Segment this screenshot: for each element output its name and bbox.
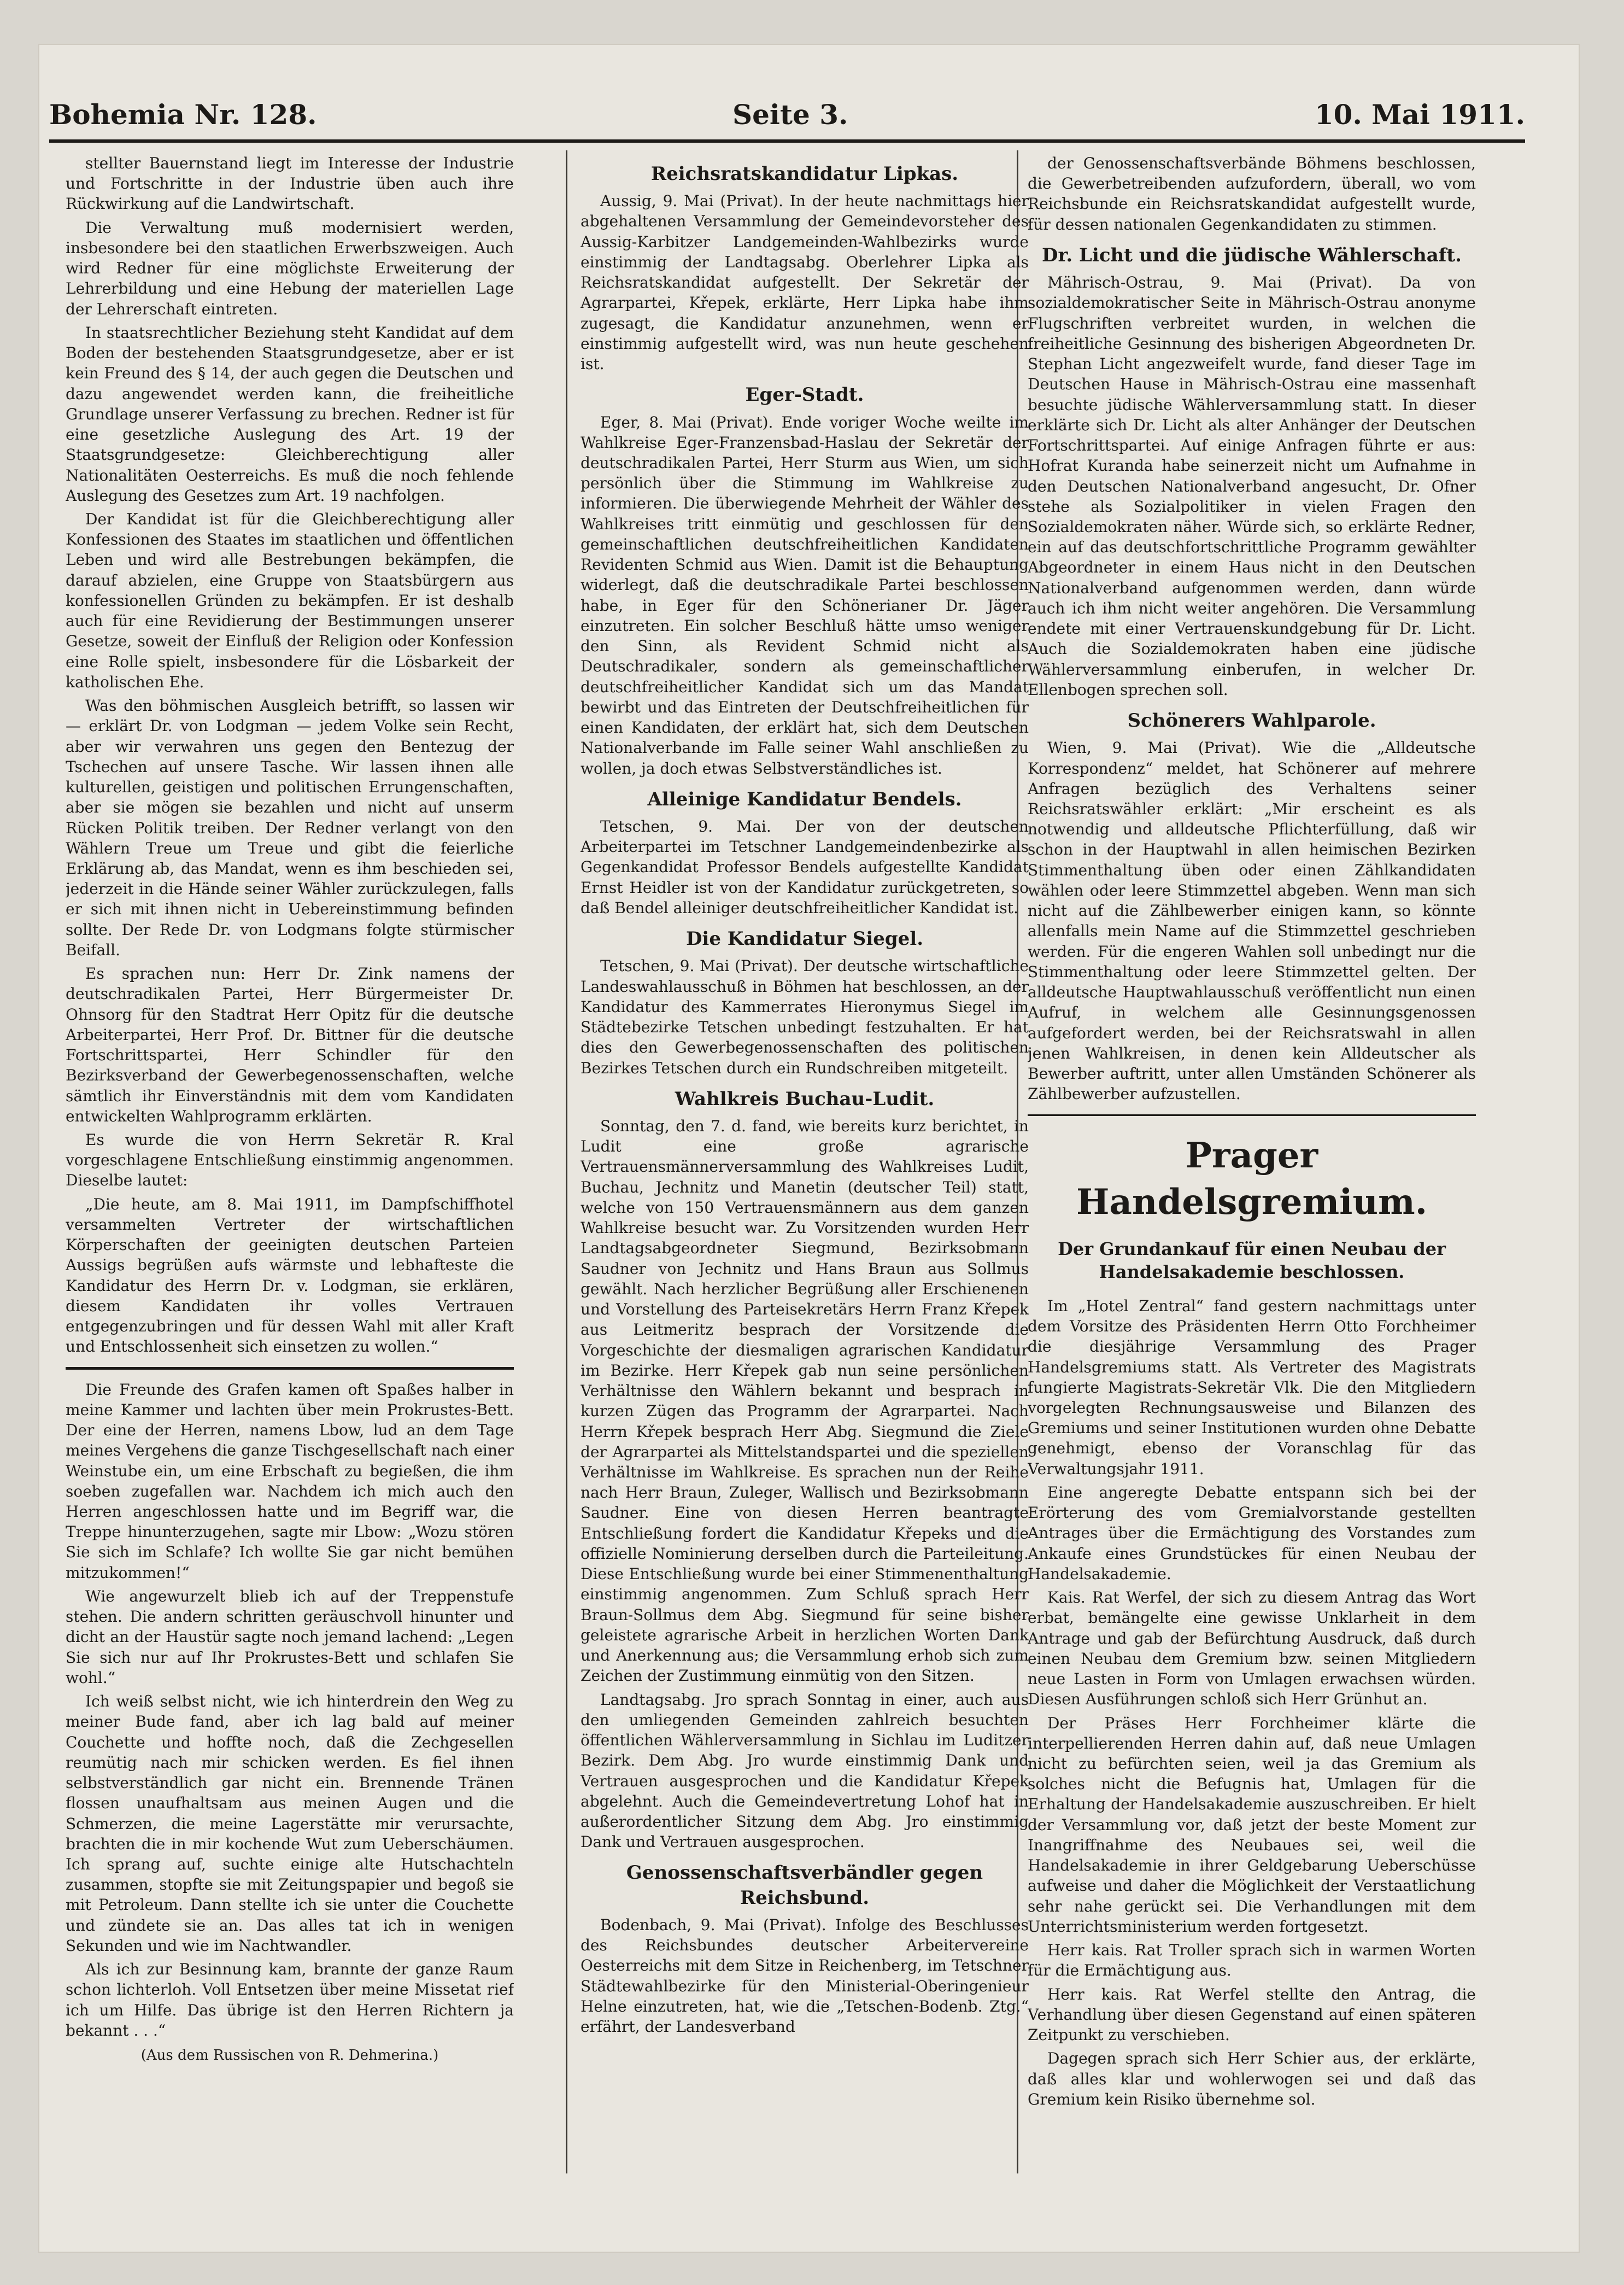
paragraph: Herr kais. Rat Werfel stellte den Antrag, die Verhandlung über diesen Gegenstand auf einen späteren Zeitpunkt zu verschieben. — [1028, 1985, 1476, 2044]
paragraph: Eine angeregte Debatte entspann sich bei der Erörterung des vom Gremialvorstande gestellten Antrages über die Ermächtigung des Vorstandes zum Ankaufe eines Grundstückes für einen Neubau der Handelsakademie. — [1028, 1483, 1476, 1583]
paragraph: der Genossenschaftsverbände Böhmens beschlossen, die Gewerbetreibenden aufzufordern, überall, wo vom Reichsbunde ein Reichsratskandidat aufgestellt wurde, für dessen nationalen Gegenkandidaten zu stimmen. — [1028, 154, 1476, 233]
paragraph: Sonntag, den 7. d. fand, wie bereits kurz berichtet, in Ludit eine große agrarische Vertrauensmännerversammlung des Wahlkreises Ludit, Buchau, Jechnitz und Manetin (deutscher Teil) statt, welche von 150 Vertrauensmännern aus dem ganzen Wahlkreise besucht war. Zu Vorsitzenden wurden Herr Landtagsabgeordneter Siegmund, Bezirksobmann Saudner von Jechnitz und Hans Braun aus Sollmus gewählt. Nach herzlicher Begrüßung aller Erschienenen und Vorstellung des Parteisekretärs Herrn Franz Křepek aus Leitmeritz besprach der Vorsitzende die Vorgeschichte der diesmaligen agrarischen Kandidatur im Bezirke. Herr Křepek gab nun seine persönlichen Verhältnisse den Wählern bekannt und besprach in kurzen Zügen das Programm der Agrarpartei. Nach Herrn Křepek besprach Herr Abg. Siegmund die Ziele der Agrarpartei als Mittelstandspartei und die speziellen Verhältnisse im Wahlkreise. Es sprachen nun der Reihe nach Herr Braun, Zuleger, Wallisch und Bezirksobmann Saudner. Eine von diesen Herren beantragte Entschließung fordert die Kandidatur Křepeks und die offizielle Nominierung derselben durch die Parteileitung. Diese Entschließung wurde bei einer Stimmenenthaltung einstimmig angenommen. Zum Schluß sprach Herr Braun-Sollmus dem Abg. Siegmund für seine bisher geleistete agrarische Arbeit in herzlichen Worten Dank und Anerkennung aus; die Versammlung erhob sich zum Zeichen der Zustimmung einmütig von den Sitzen. — [581, 1117, 1029, 1685]
paragraph: Aussig, 9. Mai (Privat). In der heute nachmittags hier abgehaltenen Versammlung der Gemeindevorsteher des Aussig-Karbitzer Landgemeinden-Wahlbezirks wurde einstimmig der Landtagsabg. Oberlehrer Lipka als Reichsratskandidat aufgestellt. Der Sekretär der Agrarpartei, Křepek, erklärte, Herr Lipka habe ihm zugesagt, die Kandidatur anzunehmen, wenn er einstimmig aufgestellt wird, was nun heute geschehen ist. — [581, 192, 1029, 373]
section-rule — [66, 1367, 514, 1370]
feuilleton-paragraph: Die Freunde des Grafen kamen oft Spaßes halber in meine Kammer und lachten über mein Prokrustes-Bett. Der eine der Herren, namens Lbow, lud an dem Tage meines Vergehens die ganze Tischgesellschaft nach einer Weinstube ein, um eine Erbschaft zu begießen, die ihm soeben zugefallen war. Nachdem ich mich auch den Herren angeschlossen hatte und im Begriff war, die Treppe hinunterzugehen, sagte mir Lbow: „Wozu stören Sie sich im Schlafe? Ich wollte Sie gar nicht bemühen mitzukommen!“ — [66, 1380, 514, 1582]
paragraph: Wien, 9. Mai (Privat). Wie die „Alldeutsche Korrespondenz“ meldet, hat Schönerer auf mehrere Anfragen bezüglich des Verhaltens seiner Reichsratswähler erklärt: „Mir erscheint es als notwendig und alldeutsche Pflichterfüllung, daß wir schon in der Hauptwahl in allen heimischen Bezirken Stimmenthaltung üben oder einen Zählkandidaten wählen oder leere Stimmzettel abgeben. Wenn man sich nicht auf die Zählbewerber einigen kann, so könnte allenfalls mein Name auf die Stimmzettel geschrieben werden. Für die engeren Wahlen soll unbedingt nur die Stimmenthaltung oder leere Stimmzettel gelten. Der alldeutsche Hauptwahlausschuß veröffentlicht nun einen Aufruf, in welchem alle Gesinnungsgenossen aufgefordert werden, bei der Reichsratswahl in allen jenen Wahlkreisen, in denen kein Alldeutscher als Bewerber auftritt, unter allen Umständen Schönerer als Zählbewerber aufzustellen. — [1028, 739, 1476, 1103]
paragraph: Tetschen, 9. Mai. Der von der deutschen Arbeiterpartei im Tetschner Landgemeindenbezirke als Gegenkandidat Professor Bendels aufgestellte Kandidat Ernst Heidler ist von der Kandidatur zurückgetreten, so daß Bendel alleiniger deutschfreiheitlicher Kandidat ist. — [581, 817, 1029, 917]
paragraph: Eger, 8. Mai (Privat). Ende voriger Woche weilte im Wahlkreise Eger-Franzensbad-Haslau der Sekretär der deutschradikalen Partei, Herr Sturm aus Wien, um sich persönlich über die Stimmung im Wahlkreise zu informieren. Die überwiegende Mehrheit der Wähler des Wahlkreises tritt einmütig und geschlossen für den gemeinschaftlichen deutschfreiheitlichen Kandidaten Revidenten Schmid aus Wien. Damit ist die Behauptung widerlegt, daß die deutschradikale Partei beschlossen habe, in Eger für den Schönerianer Dr. Jäger einzutreten. Ein solcher Beschluß hätte umso weniger den Sinn, als Revident Schmid nicht als Deutschradikaler, sondern als gemeinschaftlicher deutschfreiheitlicher Kandidat sich um das Mandat bewirbt und das Eintreten der Deutschfreiheitlichen für einen Kandidaten, der erklärt hat, sich dem Deutschen Nationalverbande im Falle seiner Wahl anschließen zu wollen, ja doch etwas Selbstverständliches ist. — [581, 413, 1029, 778]
feuilleton-paragraph: Ich weiß selbst nicht, wie ich hinterdrein den Weg zu meiner Bude fand, aber ich lag bald auf meiner Couchette und hoffte noch, daß die Zechgesellen reumütig nach mir schicken werden. Es fiel ihnen selbstverständlich gar nicht ein. Brennende Tränen flossen unaufhaltsam aus meinen Augen und die Schmerzen, die meine Lagerstätte mir verursachte, brachten die in mir kochende Wut zum Ueberschäumen. Ich sprang auf, suchte einige alte Hutschachteln zusammen, stopfte sie mit Zeitungspapier und begoß sie mit Petroleum. Dann stellte ich sie unter die Couchette und zündete sie an. Das alles tat ich in wenigen Sekunden und wie im Nachtwandler. — [66, 1692, 514, 1955]
paragraph: Im „Hotel Zentral“ fand gestern nachmittags unter dem Vorsitze des Präsidenten Herrn Otto Forchheimer die diesjährige Versammlung des Prager Handelsgremiums statt. Als Vertreter des Magistrats fungierte Magistrats-Sekretär Vlk. Die den Mitgliedern vorgelegten Rechnungsausweise und Bilanzen des Gremiums und seiner Institutionen wurden ohne Debatte genehmigt, ebenso der Voranschlag für das Verwaltungsjahr 1911. — [1028, 1296, 1476, 1478]
paragraph: Es sprachen nun: Herr Dr. Zink namens der deutschradikalen Partei, Herr Bürgermeister Dr. Ohnsorg für den Stadtrat Herr Opitz für die deutsche Arbeiterpartei, Herr Prof. Dr. Bittner für die deutsche Fortschrittspartei, Herr Schindler für den Bezirksverband der Gewerbegenossenschaften, welche sämtlich ihr Einverständnis mit dem vom Kandidaten entwickelten Wahlprogramm erklärten. — [66, 965, 514, 1125]
article-heading: Dr. Licht und die jüdische Wählerschaft. — [1042, 244, 1462, 266]
column-2 — [581, 153, 1029, 2204]
section-title: Prager Handelsgremium. — [1076, 1135, 1428, 1223]
article-heading: Genossenschaftsverbändler gegen Reichsbund. — [626, 1862, 983, 1909]
paragraph: Herr kais. Rat Troller sprach sich in warmen Worten für die Ermächtigung aus. — [1028, 1941, 1476, 1980]
paragraph: stellter Bauernstand liegt im Interesse der Industrie und Fortschritte in der Industrie üben auch ihre Rückwirkung auf die Landwirtschaft. — [66, 154, 514, 213]
paragraph: Bodenbach, 9. Mai (Privat). Infolge des Beschlusses des Reichsbundes deutscher Arbeitervereine Oesterreichs mit dem Sitze in Reichenberg, im Tetschner Städtewahlbezirke für den Ministerial-Oberingenieur Helne einzutreten, hat, wie die „Tetschen-Bodenb. Ztg.“ erfährt, der Landesverband — [581, 1915, 1029, 2036]
column-divider-1 — [566, 150, 567, 2173]
paragraph: In staatsrechtlicher Beziehung steht Kandidat auf dem Boden der bestehenden Staatsgrundgesetze, aber er ist kein Freund des § 14, der auch gegen die Deutschen und dazu angewendet werden kann, die freiheitliche Grundlage unserer Verfassung zu brechen. Redner ist für eine gesetzliche Auslegung des Art. 19 der Staatsgrundgesetze: Gleichberechtigung aller Nationalitäten Oesterreichs. Es muß die noch fehlende Auslegung des Gesetzes zum Art. 19 nachfolgen. — [66, 323, 514, 505]
header-rule — [49, 139, 1525, 143]
article-heading: Reichsratskandidatur Lipkas. — [650, 163, 959, 185]
article-heading: Eger-Stadt. — [745, 384, 864, 406]
paragraph: Tetschen, 9. Mai (Privat). Der deutsche wirtschaftliche Landeswahlausschuß in Böhmen hat beschlossen, an der Kandidatur des Kammerrates Hieronymus Siegel im Städtebezirke Tetschen unbedingt festzuhalten. Er hat dies den Gewerbegenossenschaften des politischen Bezirkes Tetschen durch ein Rundschreiben mitgeteilt. — [581, 957, 1029, 1077]
column-3 — [1028, 153, 1476, 2204]
header-issue: Bohemia Nr. 128. — [49, 98, 317, 131]
paragraph: Es wurde die von Herrn Sekretär R. Kral vorgeschlagene Entschließung einstimmig angenommen. Dieselbe lautet: — [66, 1131, 514, 1190]
article-heading: Die Kandidatur Siegel. — [685, 928, 924, 950]
paragraph: Was den böhmischen Ausgleich betrifft, so lassen wir — erklärt Dr. von Lodgman — jedem Volke sein Recht, aber wir verwahren uns gegen den Bentezug der Tschechen auf unsere Tasche. Wir lassen ihnen alle kulturellen, geistigen und politischen Errungenschaften, aber sie mögen sie bezahlen und nicht auf unserm Rücken Politik treiben. Der Redner verlangt von den Wählern Treue um Treue und gibt die feierliche Erklärung ab, das Mandat, wenn es ihm beschieden sei, jederzeit in die Hände seiner Wähler zurückzulegen, falls er sich mit ihnen nicht in Uebereinstimmung befinden sollte. Der Rede Dr. von Lodgmans folgte stürmischer Beifall. — [66, 697, 514, 959]
article-heading: Schönerers Wahlparole. — [1127, 710, 1376, 732]
feuilleton-paragraph: Als ich zur Besinnung kam, brannte der ganze Raum schon lichterloh. Voll Entsetzen über meine Missetat rief ich um Hilfe. Das übrige ist den Herren Richtern ja bekannt . . .“ — [66, 1960, 514, 2039]
paragraph: Der Präses Herr Forchheimer klärte die interpellierenden Herren dahin auf, daß neue Umlagen nicht zu befürchten seien, weil ja das Gremium als solches nicht die Befugnis hat, Umlagen für die Erhaltung der Handelsakademie auszuschreiben. Er hielt der Versammlung vor, daß jetzt der beste Moment zur Inangriffnahme des Neubaues sei, weil die Handelsakademie in ihrer Geldgebarung Ueberschüsse aufweise und daher die Möglichkeit der Verstaatlichung sehr nahe gerückt sei. Die Verhandlungen mit dem Unterrichtsministerium werden fortgesetzt. — [1028, 1714, 1476, 1936]
paragraph: Kais. Rat Werfel, der sich zu diesem Antrag das Wort erbat, bemängelte eine gewisse Unklarheit in dem Antrage und gab der Befürchtung Ausdruck, daß durch einen Neubau dem Gremium bzw. seinen Mitgliedern neue Lasten in Form von Umlagen erwachsen würden. Diesen Ausführungen schloß sich Herr Grünhut an. — [1028, 1588, 1476, 1709]
column-1 — [66, 153, 514, 2204]
translation-credit: (Aus dem Russischen von R. Dehmerina.) — [140, 2047, 439, 2064]
resolution-quote: „Die heute, am 8. Mai 1911, im Dampfschiffhotel versammelten Vertreter der wirtschaftlichen Körperschaften der geeinigten deutschen Parteien Aussigs begrüßen aufs wärmste und lebhafteste die Kandidatur des Herrn Dr. v. Lodgman, sie erklären, diesem Kandidaten ihr volles Vertrauen entgegenzubringen und für dessen Wahl mit aller Kraft und Entschlossenheit sich einsetzen zu wollen.“ — [66, 1195, 514, 1356]
paragraph: Mährisch-Ostrau, 9. Mai (Privat). Da von sozialdemokratischer Seite in Mährisch-Ostrau anonyme Flugschriften verbreitet wurden, in welchen die freiheitliche Gesinnung des bisherigen Abgeordneten Dr. Stephan Licht angezweifelt wurde, fand dieser Tage im Deutschen Hause in Mährisch-Ostrau eine massenhaft besuchte jüdische Wählerversammlung statt. In dieser erklärte sich Dr. Licht als alter Anhänger der Deutschen Fortschrittspartei. Auf einige Anfragen führte er aus: Hofrat Kuranda habe seinerzeit nicht um Aufnahme in den Deutschen Nationalverband angesucht, Dr. Ofner stehe als Sozialpolitiker in vielen Fragen den Sozialdemokraten näher. Würde sich, so erklärte Redner, ein auf das deutschfortschrittliche Programm gewählter Abgeordneter in einem Haus nicht in den Deutschen Nationalverband aufgenommen werden, dann würde auch ich ihm nicht weiter angehören. Die Versammlung endete mit einer Vertrauenskundgebung für Dr. Licht. Auch die Sozialdemokraten haben eine jüdische Wählerversammlung einberufen, in welcher Dr. Ellenbogen sprechen soll. — [1028, 273, 1476, 699]
feuilleton-paragraph: Wie angewurzelt blieb ich auf der Treppenstufe stehen. Die andern schritten geräuschvoll hinunter und dicht an der Haustür sagte noch jemand lachend: „Legen Sie sich nur auf Ihr Prokrustes-Bett und schlafen Sie wohl.“ — [66, 1587, 514, 1687]
paragraph: Landtagsabg. Jro sprach Sonntag in einer, auch aus den umliegenden Gemeinden zahlreich besuchten öffentlichen Wählerversammlung in Sichlau im Luditzer Bezirk. Dem Abg. Jro wurde einstimmig Dank und Vertrauen ausgesprochen und die Kandidatur Křepek abgelehnt. Auch die Gemeindevertretung Lohof hat in außerordentlicher Sitzung dem Abg. Jro einstimmig Dank und Vertrauen ausgesprochen. — [581, 1690, 1029, 1851]
article-heading: Alleinige Kandidatur Bendels. — [647, 788, 962, 810]
section-rule — [1028, 1114, 1476, 1116]
paragraph: Dagegen sprach sich Herr Schier aus, der erklärte, daß alles klar und wohlerwogen sei und daß das Gremium kein Risiko übernehme sol. — [1028, 2049, 1476, 2108]
page-header — [49, 66, 1525, 131]
article-heading: Wahlkreis Buchau-Ludit. — [675, 1088, 935, 1110]
paragraph: Der Kandidat ist für die Gleichberechtigung aller Konfessionen des Staates im staatlichen und öffentlichen Leben und wird alle Bestrebungen bekämpfen, die darauf abzielen, eine Gruppe von Staatsbürgern aus konfessionellen Gründen zu bekämpfen. Er ist deshalb auch für eine Revidierung der Bestimmungen unserer Gesetze, soweit der Einfluß der Religion oder Konfession eine Rolle spielt, insbesondere für die Lösbarkeit der katholischen Ehe. — [66, 510, 514, 691]
paragraph: Die Verwaltung muß modernisiert werden, insbesondere bei den staatlichen Erwerbszweigen. Auch wird Redner für eine möglichste Erweiterung der Lehrerbildung und eine Hebung der materiellen Lage der Lehrerschaft eintreten. — [66, 218, 514, 318]
header-date: 10. Mai 1911. — [1314, 98, 1525, 131]
header-page-number: Seite 3. — [732, 98, 848, 131]
section-subtitle: Der Grundankauf für einen Neubau der Handelsakademie beschlossen. — [1058, 1238, 1446, 1283]
